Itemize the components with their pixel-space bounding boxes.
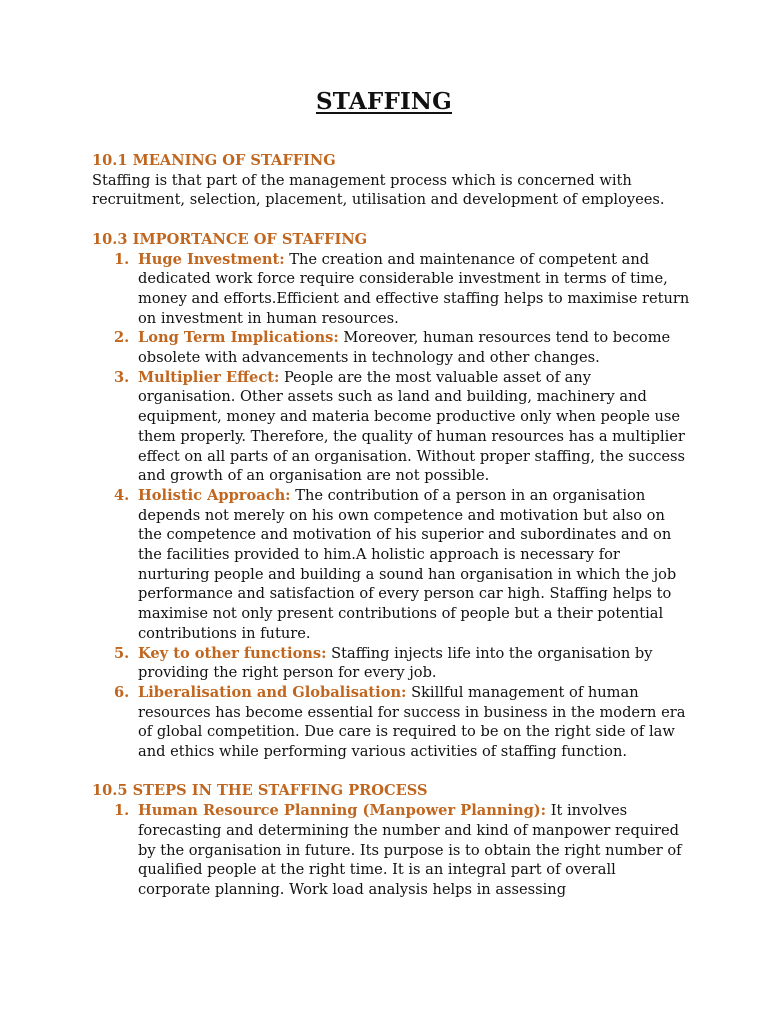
list-item-number: 4. [114,486,130,504]
list-item-text: Moreover, human resources tend to become obsolete with advancements in technology and other changes. [138,329,671,367]
section-spacer [92,210,692,230]
list-item-text: The creation and maintenance of competent and dedicated work force require considerable investment in terms of time, money and efforts.Efficient and effective staffing helps to maximise return on investment in human resources. [138,250,690,327]
list-item-number: 1. [114,802,130,820]
list-item-number: 5. [114,644,130,662]
list-item-text: It involves forecasting and determining the number and kind of manpower required by the organisation in future. Its purpose is to obtain the right number of qualified people at the right time. It is an integral part of overall corporate planning. Work load analysis helps in assessing [138,802,682,898]
list-item-number: 3. [114,368,130,386]
list-item [114,368,692,486]
list-item-lead: Holistic Approach: [138,486,291,504]
list-item-number: 6. [114,683,130,701]
section-heading-meaning: 10.1 MEANING OF STAFFING [92,152,336,169]
list-item [114,801,692,900]
list-item-text: People are the most valuable asset of any organisation. Other assets such as land and building, machinery and equipment, money and materia become productive only when people use them properly. Therefore, the quality of human resources has a multiplier effect on all parts of an organisation. Without proper staffing, the success and growth of an organisation are not possible. [138,368,686,485]
list-item-lead: Long Term Implications: [138,329,339,347]
list-item [114,644,692,683]
section-spacer [92,762,692,782]
list-item-text: Skillful management of human resources has become essential for success in business in the modern era of global competition. Due care is required to be on the right side of law and ethics while performing various activities of staffing function. [138,683,686,761]
list-item-text: The contribution of a person in an organisation depends not merely on his own competence and motivation but also on the competence and motivation of his superior and subordinates and on the facilities provided to him.A holistic approach is necessary for nurturing people and building a sound han organisation in which the job performance and satisfaction of every person car high. Staffing helps to maximise not only present contributions of people but a their potential contributions in future. [138,486,677,642]
steps-list [92,801,692,900]
document-body [92,151,692,900]
list-item-lead: Liberalisation and Globalisation: [138,683,407,701]
section-heading-steps: 10.5 STEPS IN THE STAFFING PROCESS [92,782,428,800]
meaning-paragraph: Staffing is that part of the management process which is concerned with recruitment, selection, placement, utilisation and development of employees. [92,171,665,209]
list-item-lead: Huge Investment: [138,250,285,268]
list-item-lead: Key to other functions: [138,644,327,662]
list-item-lead: Multiplier Effect: [138,368,280,386]
list-item [114,328,692,367]
importance-list [92,250,692,762]
list-item-number: 1. [114,250,130,268]
list-item-number: 2. [114,329,130,347]
list-item-lead: Human Resource Planning (Manpower Planning): [138,802,547,820]
page-title: STAFFING [316,88,452,115]
list-item [114,683,692,762]
section-heading-importance: 10.3 IMPORTANCE OF STAFFING [92,230,368,248]
list-item [114,486,692,644]
list-item [114,250,692,329]
list-item-text: Staffing injects life into the organisation by providing the right person for every job. [138,644,653,682]
